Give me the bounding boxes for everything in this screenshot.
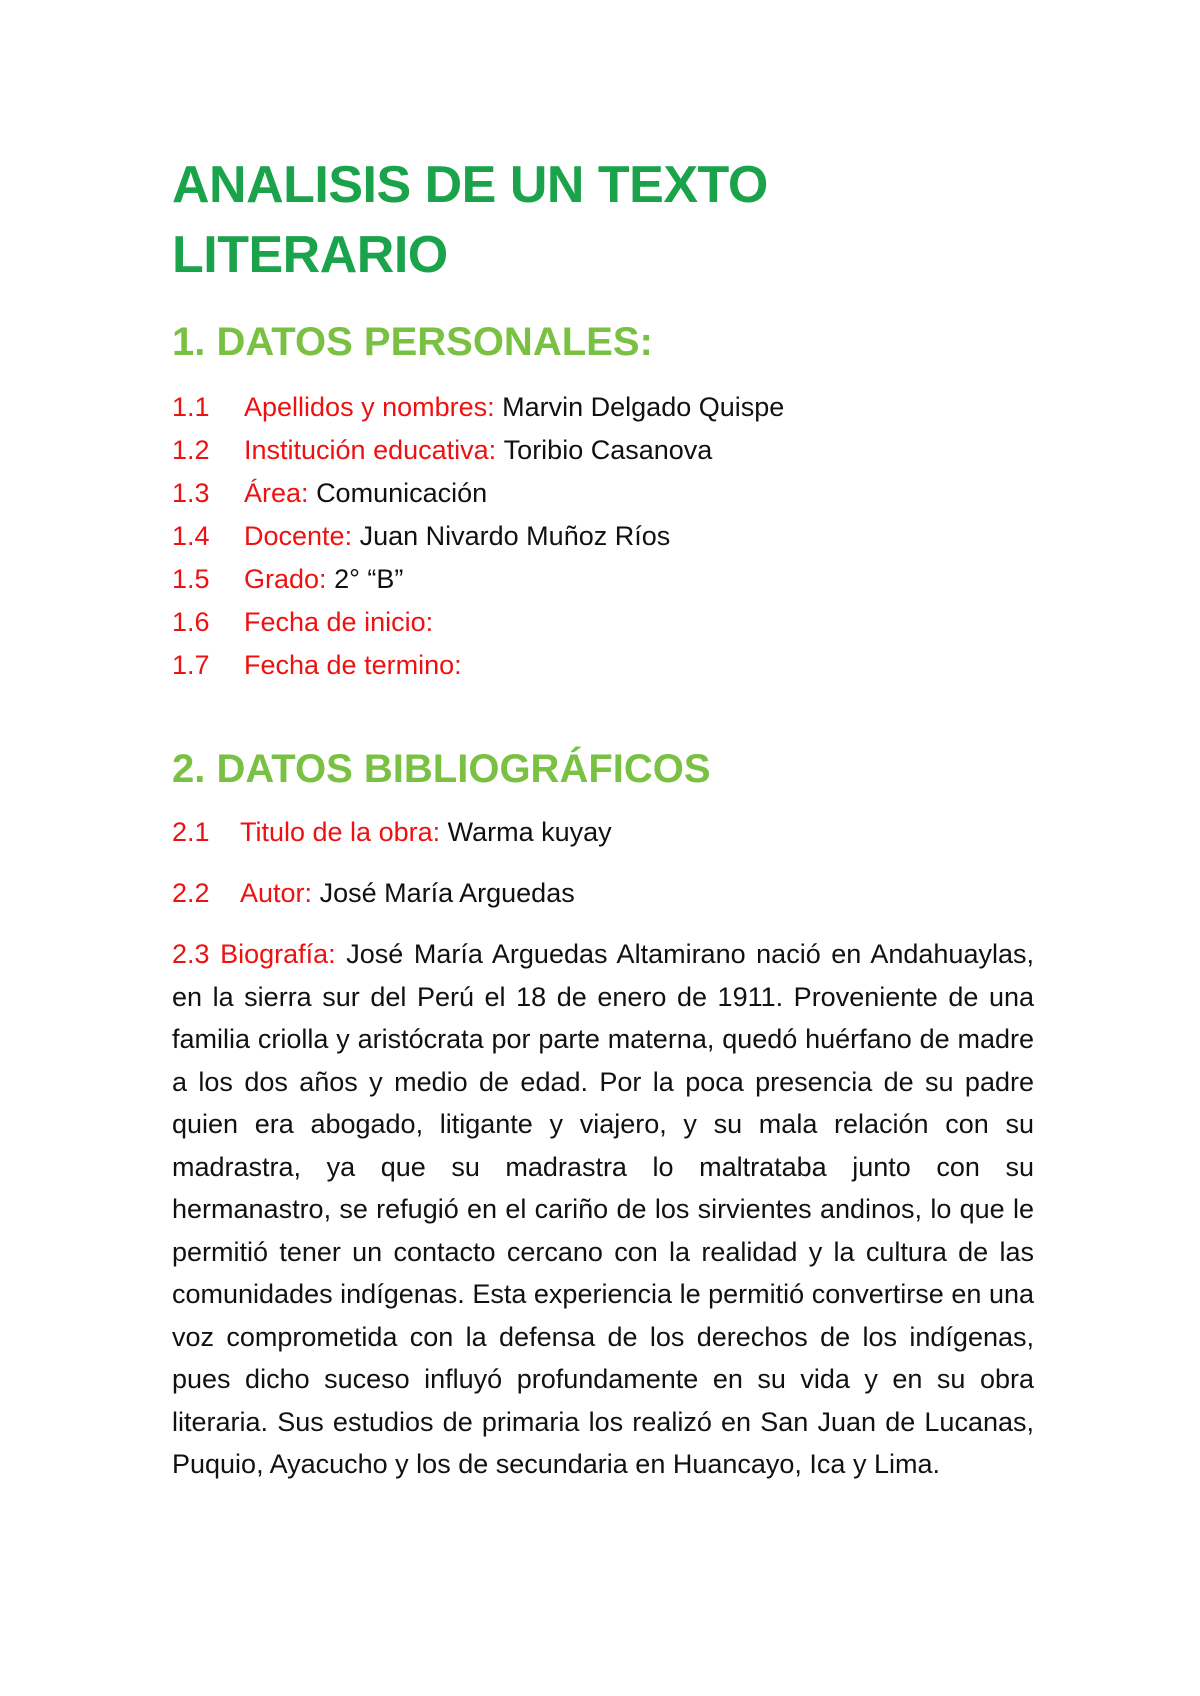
list-item <box>172 472 1034 515</box>
biography-text: José María Arguedas Altamirano nació en Andahuaylas, en la sierra sur del Perú el 18 de enero de 1911. Proveniente de una familia criolla y aristócrata por parte materna, quedó huérfano de madre a los dos años y medio de edad. Por la poca presencia de su padre quien era abogado, litigante y viajero, y su mala relación con su madrastra, ya que su madrastra lo maltrataba junto con su hermanastro, se refugió en el cariño de los sirvientes andinos, lo que le permitió tener un contacto cercano con la realidad y la cultura de las comunidades indígenas. Esta experiencia le permitió convertirse en una voz comprometida con la defensa de los derechos de los indígenas, pues dicho suceso influyó profundamente en su vida y en su obra literaria. Sus estudios de primaria los realizó en San Juan de Lucanas, Puquio, Ayacucho y los de secundaria en Huancayo, Ica y Lima. <box>172 939 1034 1479</box>
item-label: Fecha de termino: <box>244 650 462 680</box>
list-item <box>172 872 1034 915</box>
item-value: José María Arguedas <box>319 878 575 908</box>
list-item <box>172 429 1034 472</box>
bibliographic-data-list <box>172 811 1034 915</box>
biography-paragraph <box>172 933 1034 1486</box>
item-label: Institución educativa: <box>244 435 497 465</box>
section-heading-bibliographic-data: 2. DATOS BIBLIOGRÁFICOS <box>172 747 711 791</box>
list-item <box>172 515 1034 558</box>
item-value: Warma kuyay <box>447 817 612 847</box>
list-item <box>172 644 1034 687</box>
item-value: Juan Nivardo Muñoz Ríos <box>359 521 671 551</box>
biography-number: 2.3 <box>172 939 210 969</box>
item-number: 1.1 <box>172 392 210 422</box>
item-label: Fecha de inicio: <box>244 607 434 637</box>
item-number: 1.5 <box>172 564 210 594</box>
item-number: 1.3 <box>172 478 210 508</box>
item-label: Grado: <box>244 564 327 594</box>
list-item <box>172 386 1034 429</box>
item-number: 1.4 <box>172 521 210 551</box>
item-label: Docente: <box>244 521 353 551</box>
item-value: Toribio Casanova <box>503 435 713 465</box>
item-value: Comunicación <box>316 478 488 508</box>
section-heading-personal-data: 1. DATOS PERSONALES: <box>172 320 653 364</box>
item-label: Área: <box>244 478 309 508</box>
item-number: 1.2 <box>172 435 210 465</box>
list-item <box>172 558 1034 601</box>
item-label: Apellidos y nombres: <box>244 392 495 422</box>
item-number: 1.6 <box>172 607 210 637</box>
list-item <box>172 601 1034 644</box>
item-value: 2° “B” <box>334 564 404 594</box>
item-number: 2.2 <box>172 878 210 908</box>
document-page <box>172 150 1034 1486</box>
item-label: Autor: <box>240 878 313 908</box>
item-label: Titulo de la obra: <box>240 817 441 847</box>
item-number: 2.1 <box>172 817 210 847</box>
document-title: ANALISIS DE UN TEXTO LITERARIO <box>172 156 768 284</box>
biography-label: Biografía: <box>220 939 336 969</box>
item-value: Marvin Delgado Quispe <box>502 392 785 422</box>
item-number: 1.7 <box>172 650 210 680</box>
personal-data-list <box>172 386 1034 687</box>
list-item <box>172 811 1034 854</box>
